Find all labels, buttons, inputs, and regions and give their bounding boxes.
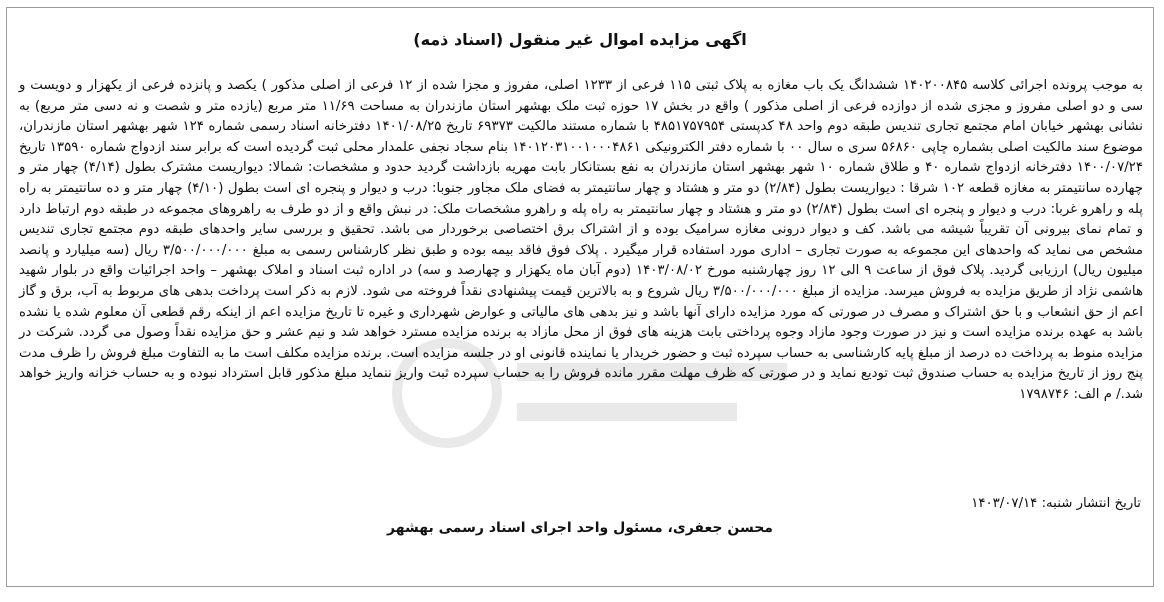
notice-body: به موجب پرونده اجرائی کلاسه ۱۴۰۲۰۰۸۴۵ ششدانگ یک باب مغازه به پلاک ثبتی ۱۱۵ فرعی از ۱۲۳۳ اصلی، مفروز و مجزا شده از ۱۲ فرعی از اصلی مذکور ) یکصد و پانزده فرعی از یکهزار و دویست و سی و دو اصلی مفروز و مجزی شده از دوازده فرعی از اصلی مذکور ) واقع در بخش ۱۷ حوزه ثبت ملک بهشهر استان مازندران به مساحت ۱۱/۶۹ متر مربع (یازده متر و شصت و نه دسی متر مربع) به نشانی بهشهر خیابان امام مجتمع تجاری تندیس طبقه دوم واحد ۴۸ کدپستی ۴۸۵۱۷۵۷۹۵۴ با شماره مستند مالکیت ۶۹۳۷۳ تاریخ ۱۴۰۱/۰۸/۲۵ دفترخانه اسناد رسمی شماره ۱۲۴ شهر بهشهر استان مازندران، موضوع سند مالکیت اصلی بشماره چاپی ۵۶۸۶۰ سری ه سال ۰۰ با شماره دفتر الکترونیکی ۱۴۰۱۲۰۳۱۰۰۱۰۰۰۴۸۶۱ بنام سجاد نجفی علمدار محلی ثبت گردیده است که برابر سند ازدواج شماره ۱۳۵۹۰ تاریخ ۱۴۰۰/۰۷/۲۴ دفترخانه ازدواج شماره ۴۰ و طلاق شماره ۱۰ شهر بهشهر استان مازندران به نفع بستانکار بابت مهریه بازداشت گردید حدود و مشخصات: شمالا: دیواریست مشترک بطول (۴/۱۴) چهار متر و چهارده سانتیمتر به مغازه قطعه ۱۰۲ شرقا : دیواریست بطول (۲/۸۴) دو متر و هشتاد و چهار سانتیمتر به فضای ملک مجاور جنوبا: درب و دیوار و پنجره ای است بطول (۴/۱۰) چهار متر و ده سانتیمتر به راه پله و راهرو غربا: درب و دیوار و پنجره ای است بطول (۲/۸۴) دو متر و هشتاد و چهار سانتیمتر به راه پله و راهرو مشخصات ملک: در نبش واقع و از دو طرف به راهروهای مجموعه در طبقه دوم ارتباط دارد و تمام نمای بیرونی آن تقریباً شیشه می باشد. کف و دیوار درونی مغازه سرامیک بوده و از اشتراک برق اختصاصی برخوردار می باشد. تحقیق و بررسی سایر واحدهای طبقه دوم مجتمع تجاری تندیس مشخص می نماید که واحدهای این مجموعه به صورت تجاری – اداری مورد استفاده قرار میگیرد . پلاک فوق فاقد بیمه بوده و طبق نظر کارشناس رسمی به مبلغ ۳/۵۰۰/۰۰۰/۰۰۰ ریال (سه میلیارد و پانصد میلیون ریال) ارزیابی گردید. پلاک فوق از ساعت ۹ الی ۱۲ روز چهارشنبه مورخ ۱۴۰۳/۰۸/۰۲ (دوم آبان ماه یکهزار و چهارصد و سه) در اداره ثبت اسناد و املاک بهشهر – واحد اجرائیات واقع در بلوار شهید هاشمی نژاد از طریق مزایده به فروش میرسد. مزایده از مبلغ ۳/۵۰۰/۰۰۰/۰۰۰ ریال شروع و به بالاترین قیمت پیشنهادی نقداً فروخته می شود. لازم به ذکر است پرداخت بدهی های مربوط به آب، برق و گاز اعم از حق انشعاب و با حق اشتراک و مصرف در صورتی که مورد مزایده دارای آنها باشد و نیز بدهی های مالیاتی و عوارض شهرداری و غیره تا تاریخ مزایده اعم از اینکه رقم قطعی آن معلوم شده یا نشده باشد به عهده برنده مزایده است و نیز در صورت وجود مازاد وجوه پرداختی بابت هزینه های فوق از محل مازاد به برنده مزایده مسترد خواهد شد و نیم عشر و حق مزایده نقداً وصول می گردد. شرکت در مزایده منوط به پرداخت ده درصد از مبلغ پایه کارشناسی به حساب سپرده ثبت و حضور خریدار یا نماینده قانونی او در جلسه مزایده است. برنده مزایده مکلف است ما به التفاوت مبلغ فروش را ظرف مدت پنج روز از تاریخ مزایده به حساب صندوق ثبت تودیع نماید و در صورتی که ظرف مهلت مقرر مانده فروش را به حساب سپرده ثبت واریز ننماید مبلغ مذکور قابل استرداد نبوده و به حساب خزانه واریز خواهد شد./ م الف: ۱۷۹۸۷۴۶ xyxy=(19,78,1144,402)
signature: محسن جعفری، مسئول واحد اجرای اسناد رسمی بهشهر xyxy=(387,520,773,536)
notice-title: اگهی مزایده اموال غیر منقول (اسناد ذمه) xyxy=(413,30,747,49)
publish-date: تاریخ انتشار شنبه: ۱۴۰۳/۰۷/۱۴ xyxy=(971,496,1141,511)
notice-frame xyxy=(6,7,1154,587)
